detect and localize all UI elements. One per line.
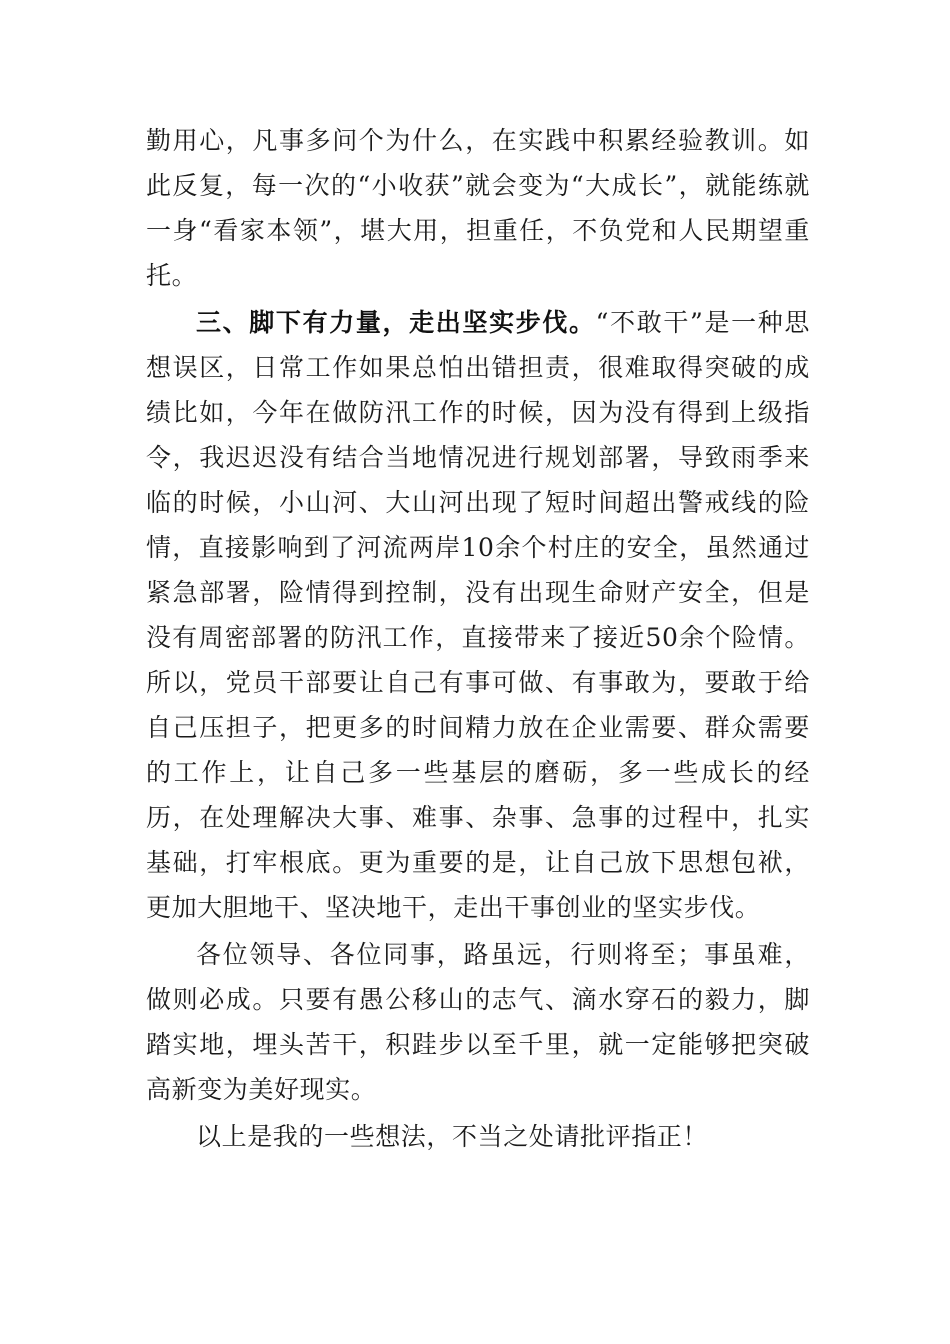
paragraph-2 [146,300,810,930]
paragraph-4 [146,1114,810,1159]
paragraph-2-text: “不敢干”是一种思想误区，日常工作如果总怕出错担责，很难取得突破的成绩比如，今年在做防汛工作的时候，因为没有得到上级指令，我迟迟没有结合当地情况进行规划部署，导致雨季来临的时候，小山河、大山河出现了短时间超出警戒线的险情，直接影响到了河流两岸10余个村庄的安全，虽然通过紧急部署，险情得到控制，没有出现生命财产安全，但是没有周密部署的防汛工作，直接带来了接近50余个险情。所以，党员干部要让自己有事可做、有事敢为，要敢于给自己压担子，把更多的时间精力放在企业需要、群众需要的工作上，让自己多一些基层的磨砺，多一些成长的经历，在处理解决大事、难事、杂事、急事的过程中，扎实基础，打牢根底。更为重要的是，让自己放下思想包袱，更加大胆地干、坚决地干，走出干事创业的坚实步伐。 [146,308,810,922]
paragraph-1-text: 勤用心，凡事多问个为什么，在实践中积累经验教训。如此反复，每一次的“小收获”就会变为“大成长”，就能练就一身“看家本领”，堪大用，担重任，不负党和人民期望重托。 [146,126,810,290]
section-heading-3: 三、脚下有力量，走出坚实步伐。 [196,308,596,337]
paragraph-3-text: 各位领导、各位同事，路虽远，行则将至；事虽难，做则必成。只要有愚公移山的志气、滴水穿石的毅力，脚踏实地，埋头苦干，积跬步以至千里，就一定能够把突破高新变为美好现实。 [146,940,810,1104]
paragraph-1 [146,118,810,298]
paragraph-3 [146,932,810,1112]
paragraph-4-text: 以上是我的一些想法，不当之处请批评指正！ [196,1122,709,1151]
document-body [146,118,810,1159]
